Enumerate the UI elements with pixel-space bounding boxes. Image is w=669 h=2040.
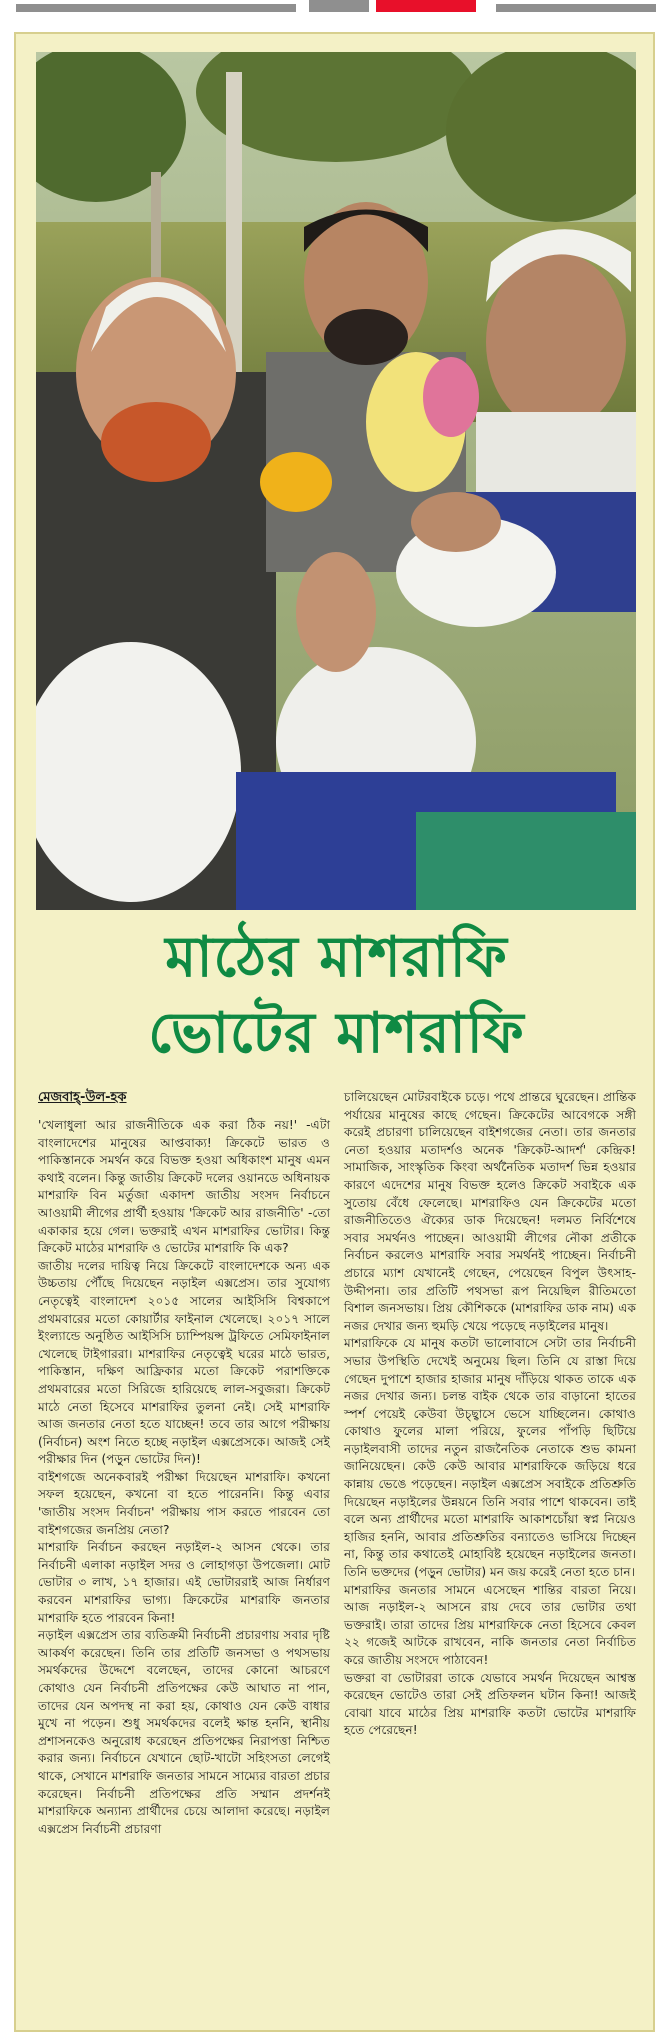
paragraph: বাইশগজে অনেকবারই পরীক্ষা দিয়েছেন মাশরাফি। কখনো সফল হয়েছেন, কখনো বা হতে পারেননি। কিন্তু এবার 'জাতীয় সংসদ নির্বাচন' পরীক্ষায় পাস করতে পারবেন তো বাইশগজের জনপ্রিয় নেতা? — [38, 1469, 330, 1537]
paragraph: ভক্তরা বা ভোটাররা তাকে যেভাবে সমর্থন দিয়েছেন আশ্বস্ত করেছেন ভোটেও তারা সেই প্রতিফলন ঘটান কিনা! আজই বোঝা যাবে মাঠের প্রিয় মাশরাফি কতটা ভোটের মাশরাফি হতে পেরেছেন! — [344, 1670, 636, 1738]
article-frame — [14, 32, 655, 2032]
photo-illustration — [36, 52, 636, 910]
paragraph: মাশরাফি নির্বাচন করছেন নড়াইল-২ আসন থেকে। তার নির্বাচনী এলাকা নড়াইল সদর ও লোহাগড়া উপজেলা। মোট ভোটার ৩ লাখ, ১৭ হাজার। এই ভোটাররাই আজ নির্ধারণ করবেন মাশরাফির ভাগ্য। ক্রিকেটের মাশরাফি জনতার মাশরাফি হতে পারবেন কিনা! — [38, 1540, 330, 1625]
article-column-right — [344, 1089, 636, 2024]
paragraph: 'খেলাধুলা আর রাজনীতিকে এক করা ঠিক নয়!' -এটা বাংলাদেশের মানুষের আপ্তবাক্য! ক্রিকেটে ভারত ও পাকিস্তানকে সমর্থন করে বিভক্ত হওয়া অধিকাংশ মানুষ এমন কথাই বলেন। কিন্তু জাতীয় ক্রিকেট দলের ওয়ানডে অধিনায়ক মাশরাফি বিন মর্তুজা একাদশ জাতীয় সংসদ নির্বাচনে আওয়ামী লীগের প্রার্থী হওয়ায় 'ক্রিকেট আর রাজনীতি' -তো একাকার হয়ে গেল। ভক্তরাই এখন মাশরাফির ভোটার। কিন্তু ক্রিকেট মাঠের মাশরাফি ও ভোটের মাশরাফি কি এক? — [38, 1118, 330, 1256]
news-photo — [36, 52, 636, 910]
headline-line-2: ভোটের মাশরাফি — [148, 1000, 525, 1066]
header-rule-left — [16, 4, 296, 12]
paragraph: জাতীয় দলের দায়িত্ব নিয়ে ক্রিকেটে বাংলাদেশকে অন্য এক উচ্চতায় পৌঁছে দিয়েছেন নড়াইল এক্সপ্রেস। তার সুযোগ্য নেতৃত্বেই বাংলাদেশ ২০১৫ সালের আইসিসি বিশ্বকাপে প্রথমবারের মতো কোয়ার্টার ফাইনাল খেলেছে। ২০১৭ সালে ইংল্যান্ডে অনুষ্ঠিত আইসিসি চ্যাম্পিয়ন্স ট্রফিতে সেমিফাইনাল খেলেছে টাইগাররা। মাশরাফির নেতৃত্বেই ঘরের মাঠে ভারত, পাকিস্তান, দক্ষিণ আফ্রিকার মতো ক্রিকেট পরাশক্তিকে প্রথমবারের মতো সিরিজে হারিয়েছে লাল-সবুজরা। ক্রিকেট মাঠে নেতা হিসেবে মাশরাফির তুলনা নেই। সেই মাশরাফি আজ জনতার নেতা হতে যাচ্ছেন! তবে তার আগে পরীক্ষায় (নির্বাচন) অংশ নিতে হচ্ছে নড়াইল এক্সপ্রেসকে। আজই সেই পরীক্ষার দিন (পড়ুন ভোটের দিন)! — [38, 1258, 330, 1467]
paragraph: চালিয়েছেন মোটরবাইকে চড়ে। পথে প্রান্তরে ঘুরেছেন। প্রান্তিক পর্যায়ের মানুষের কাছে গেছেন। ক্রিকেটের আবেগকে সঙ্গী করেই প্রচারণা চালিয়েছেন বাইশগজের নেতা। তার জনতার নেতা হওয়ার মতাদর্শও অনেক 'ক্রিকেট-আদর্শ' কেন্দ্রিক! সামাজিক, সাংস্কৃতিক কিংবা অর্থনৈতিক মতাদর্শ ভিন্ন হওয়ার কারণে এদেশের মানুষ বিভক্ত হলেও ক্রিকেট সবাইকে এক সুতোয় বেঁধে ফেলেছে। মাশরাফিও যেন ক্রিকেটের মতো রাজনীতিতেও ঐক্যের ডাক দিয়েছেন! দলমত নির্বিশেষে সবার সমর্থনও পাচ্ছেন। আওয়ামী লীগের নৌকা প্রতীকে নির্বাচন করলেও মাশরাফি সবার সমর্থনই পাচ্ছেন। নির্বাচনী প্রচারে ম্যাশ যেখানেই গেছেন, পেয়েছেন বিপুল উৎসাহ-উদ্দীপনা। তার প্রতিটি পথসভা রূপ নিয়েছিল রীতিমতো বিশাল জনসভায়। প্রিয় কৌশিককে (মাশরাফির ডাক নাম) এক নজর দেখার জন্য হুমড়ি খেয়ে পড়েছে নড়াইলের মানুষ। — [344, 1090, 636, 1333]
paragraph: নড়াইল এক্সপ্রেস তার ব্যতিক্রমী নির্বাচনী প্রচারণায় সবার দৃষ্টি আকর্ষণ করেছেন। তিনি তার প্রতিটি জনসভা ও পথসভায় সমর্থকদের উদ্দেশে বলেছেন, তাদের কোনো আচরণে কোথাও যেন নির্বাচনী প্রতিপক্ষের কেউ আঘাত না পান, তাদের যেন অপদস্থ না করা হয়, কোথাও যেন কেউ বাধার মুখে না পড়েন। শুধু সমর্থকদের বলেই ক্ষান্ত হননি, স্থানীয় প্রশাসনকেও অনুরোধ করেছেন প্রতিপক্ষের নিরাপত্তা নিশ্চিত করার জন্য। নির্বাচনে যেখানে ছোট-খাটো সহিংসতা লেগেই থাকে, সেখানে মাশরাফি জনতার সামনে সাম্যের বারতা প্রচার করেছেন। নির্বাচনী প্রতিপক্ষের প্রতি সম্মান প্রদর্শনই মাশরাফিকে অন্যান্য প্রার্থীদের চেয়ে আলাদা করেছে। নড়াইল এক্সপ্রেস নির্বাচনী প্রচারণা — [38, 1628, 330, 1836]
paragraph: মাশরাফির জনতার সামনে এসেছেন শান্তির বারতা নিয়ে। আজ নড়াইল-২ আসনে রায় দেবে তার ভোটার তথা ভক্তরাই। তারা তাদের প্রিয় মাশরাফিকে নেতা হিসেবে কেবল ২২ গজেই আটকে রাখবেন, নাকি জনতার নেতা নির্বাচিত করে জাতীয় সংসদে পাঠাবেন! — [344, 1582, 636, 1667]
header-rule-right — [496, 4, 656, 12]
page-header-bar — [0, 0, 669, 14]
section-flag — [376, 0, 476, 12]
byline: মেজবাহ্-উল-হক — [38, 1090, 127, 1105]
page-number-tab — [309, 0, 369, 12]
article-column-left — [38, 1089, 330, 2024]
article-body — [38, 1089, 636, 2024]
paragraph: মাশরাফিকে যে মানুষ কতটা ভালোবাসে সেটা তার নির্বাচনী সভার উপস্থিতি দেখেই অনুমেয় ছিল। তিনি যে রাস্তা দিয়ে গেছেন দুপাশে হাজার হাজার মানুষ দাঁড়িয়ে থাকত তাকে এক নজর দেখার জন্য। চলন্ত বাইক থেকে তার বাড়ানো হাতের স্পর্শ পেয়েই কেউবা উচ্ছ্বাসে ভেসে যাচ্ছিলেন। কোথাও কোথাও ফুলের মালা পরিয়ে, ফুলের পাঁপড়ি ছিটিয়ে নড়াইলবাসী তাদের নতুন রাজনৈতিক নেতাকে শুভ কামনা জানিয়েছেন। কেউ কেউ আবার মাশরাফিকে জড়িয়ে ধরে কান্নায় ভেঙে পড়েছেন। নড়াইল এক্সপ্রেস সবাইকে প্রতিশ্রুতি দিয়েছেন নড়াইলের উন্নয়নে তিনি সবার পাশে থাকবেন। তাই বলে অন্য প্রার্থীদের মতো মাশরাফি আকাশচোঁয়া স্বপ্ন নিয়েও হাজির হননি, আবার প্রতিশ্রুতির বন্যাতেও ভাসিয়ে দিচ্ছেন না, কিন্তু তার কথাতেই মোহাবিষ্ট হয়েছেন নড়াইলের জনতা। তিনি ভক্তদের (পড়ুন ভোটার) মন জয় করেই নেতা হতে চান। — [344, 1336, 636, 1580]
headline-line-1: মাঠের মাশরাফি — [165, 924, 508, 990]
